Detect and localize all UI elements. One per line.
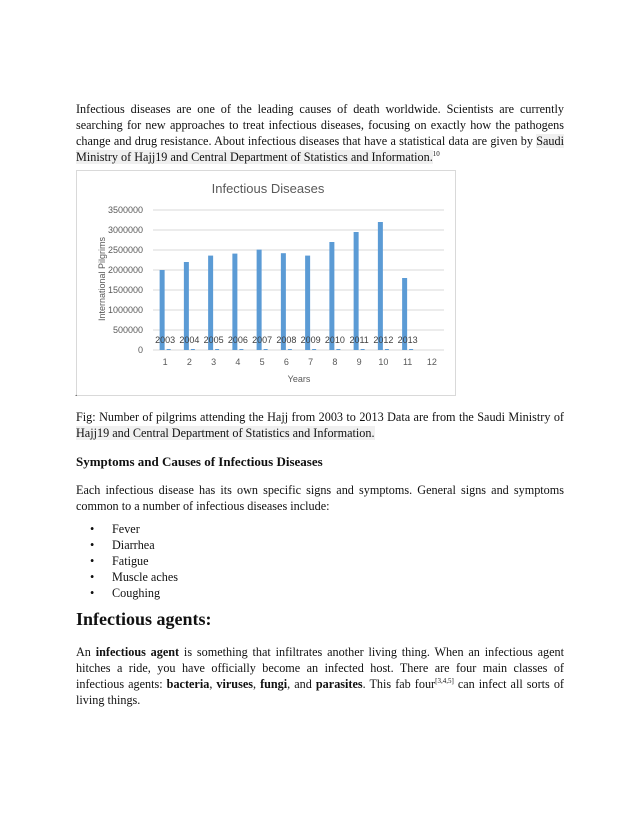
x-tick-label: 4 bbox=[235, 357, 241, 367]
bar-data-label: 2009 bbox=[300, 335, 321, 345]
caption-reference: Hajj19 and Central Department of Statistics and Information. bbox=[76, 426, 375, 440]
y-tick-label: 3000000 bbox=[107, 225, 143, 235]
list-item-text: Coughing bbox=[112, 586, 161, 600]
bullet-icon: • bbox=[90, 570, 95, 584]
agents-bold-term: parasites bbox=[315, 677, 363, 691]
agents-text: , bbox=[209, 677, 217, 691]
x-tick-labels bbox=[163, 357, 437, 367]
agents-bold-term: fungi bbox=[260, 677, 288, 691]
agents-text: An bbox=[76, 645, 96, 659]
bar-data-label: 2011 bbox=[349, 335, 369, 345]
agents-text: can infect all sorts of living things. bbox=[76, 677, 564, 707]
y-tick-label: 500000 bbox=[112, 325, 143, 335]
list-item-text: Diarrhea bbox=[112, 538, 155, 552]
bar-stub bbox=[336, 349, 340, 350]
bar-data-label: 2003 bbox=[155, 335, 176, 345]
agents-text: , bbox=[252, 677, 261, 691]
bar-stub bbox=[385, 349, 389, 350]
bar-data-label: 2006 bbox=[227, 335, 248, 345]
agents-bold-term: bacteria bbox=[166, 677, 210, 691]
x-tick-label: 12 bbox=[426, 357, 437, 367]
bar-data-label: 2007 bbox=[252, 335, 273, 345]
caption-text: Fig: Number of pilgrims attending the Hajj from 2003 to 2013 Data are from the Saudi Ministry of bbox=[76, 410, 564, 424]
bar-stub bbox=[409, 349, 413, 350]
agents-heading: Infectious agents: bbox=[76, 609, 212, 629]
x-tick-label: 9 bbox=[356, 357, 362, 367]
agents-text: is something that infiltrates another living thing. When an infectious agent hitches a ride, you have officially become an infected host. There are four main classes of infectious agents: bbox=[76, 645, 564, 691]
y-tick-label: 1500000 bbox=[107, 285, 143, 295]
bar-data-label: 2013 bbox=[397, 335, 418, 345]
chart-svg bbox=[77, 171, 457, 397]
bar-data-label: 2010 bbox=[324, 335, 345, 345]
bar-labels bbox=[155, 335, 418, 345]
figure-caption bbox=[76, 409, 564, 441]
list-item bbox=[90, 585, 178, 601]
agents-text: , and bbox=[287, 677, 316, 691]
agents-bold-term: infectious agent bbox=[95, 645, 180, 659]
intro-text: Infectious diseases are one of the leading causes of death worldwide. Scientists are currently searching for new approaches to treat infectious diseases, focusing on exactly how the pathogens change and drug resistance. About infectious diseases that have a statistical data are given by bbox=[76, 102, 564, 148]
bar-data-label: 2004 bbox=[179, 335, 200, 345]
bar bbox=[354, 232, 359, 350]
bar-stub bbox=[215, 349, 219, 350]
x-tick-label: 6 bbox=[283, 357, 289, 367]
agents-text: . This fab four bbox=[362, 677, 436, 691]
stray-dot: . bbox=[75, 388, 78, 398]
symptoms-heading: Symptoms and Causes of Infectious Diseases bbox=[76, 454, 323, 469]
bullet-icon: • bbox=[90, 522, 95, 536]
bullet-icon: • bbox=[90, 538, 95, 552]
list-item bbox=[90, 521, 178, 537]
y-tick-labels bbox=[108, 205, 143, 355]
bar-stub bbox=[361, 349, 365, 350]
agents-paragraph bbox=[76, 644, 564, 708]
bullet-icon: • bbox=[90, 586, 95, 600]
y-tick-label: 2500000 bbox=[107, 245, 143, 255]
list-item-text: Fever bbox=[112, 522, 140, 536]
symptoms-intro: Each infectious disease has its own specific signs and symptoms. General signs and symptoms common to a number of infectious diseases include: bbox=[76, 483, 564, 513]
x-tick-label: 5 bbox=[259, 357, 265, 367]
x-tick-label: 11 bbox=[402, 357, 413, 367]
intro-reference: Saudi Ministry of Hajj19 and Central Department of Statistics and Information. bbox=[76, 134, 564, 164]
bar-data-label: 2008 bbox=[276, 335, 297, 345]
agents-citation: [3,4,5] bbox=[435, 676, 454, 685]
y-tick-label: 0 bbox=[137, 345, 143, 355]
bar bbox=[329, 242, 334, 350]
list-item-text: Muscle aches bbox=[112, 570, 178, 584]
list-item-text: Fatigue bbox=[112, 554, 149, 568]
bar-stub bbox=[288, 349, 292, 350]
x-tick-label: 3 bbox=[211, 357, 217, 367]
list-item bbox=[90, 537, 178, 553]
list-item bbox=[90, 569, 178, 585]
x-axis-label: Years bbox=[287, 374, 311, 384]
bar-stub bbox=[239, 349, 243, 350]
bar-stub bbox=[191, 349, 195, 350]
bar-stub bbox=[167, 349, 171, 350]
x-tick-label: 1 bbox=[162, 357, 168, 367]
y-tick-label: 1000000 bbox=[107, 305, 143, 315]
intro-paragraph bbox=[76, 101, 564, 165]
x-tick-label: 2 bbox=[186, 357, 192, 367]
bullet-icon: • bbox=[90, 554, 95, 568]
list-item bbox=[90, 553, 178, 569]
bar-data-label: 2005 bbox=[203, 335, 224, 345]
symptoms-list bbox=[90, 521, 178, 601]
bar bbox=[378, 222, 383, 350]
intro-citation: 10 bbox=[432, 149, 440, 158]
pilgrims-bar-chart bbox=[76, 170, 456, 396]
x-tick-label: 8 bbox=[332, 357, 338, 367]
bars bbox=[160, 222, 414, 350]
y-tick-label: 2000000 bbox=[107, 265, 143, 275]
y-axis-label: International Pilgrims bbox=[97, 236, 107, 322]
x-tick-label: 7 bbox=[308, 357, 314, 367]
agents-bold-term: viruses bbox=[216, 677, 253, 691]
chart-title: Infectious Diseases bbox=[211, 181, 325, 196]
bar-stub bbox=[312, 349, 316, 350]
y-tick-label: 3500000 bbox=[107, 205, 143, 215]
gridlines bbox=[153, 210, 444, 350]
x-tick-label: 10 bbox=[378, 357, 389, 367]
bar-stub bbox=[264, 349, 268, 350]
bar-data-label: 2012 bbox=[373, 335, 394, 345]
